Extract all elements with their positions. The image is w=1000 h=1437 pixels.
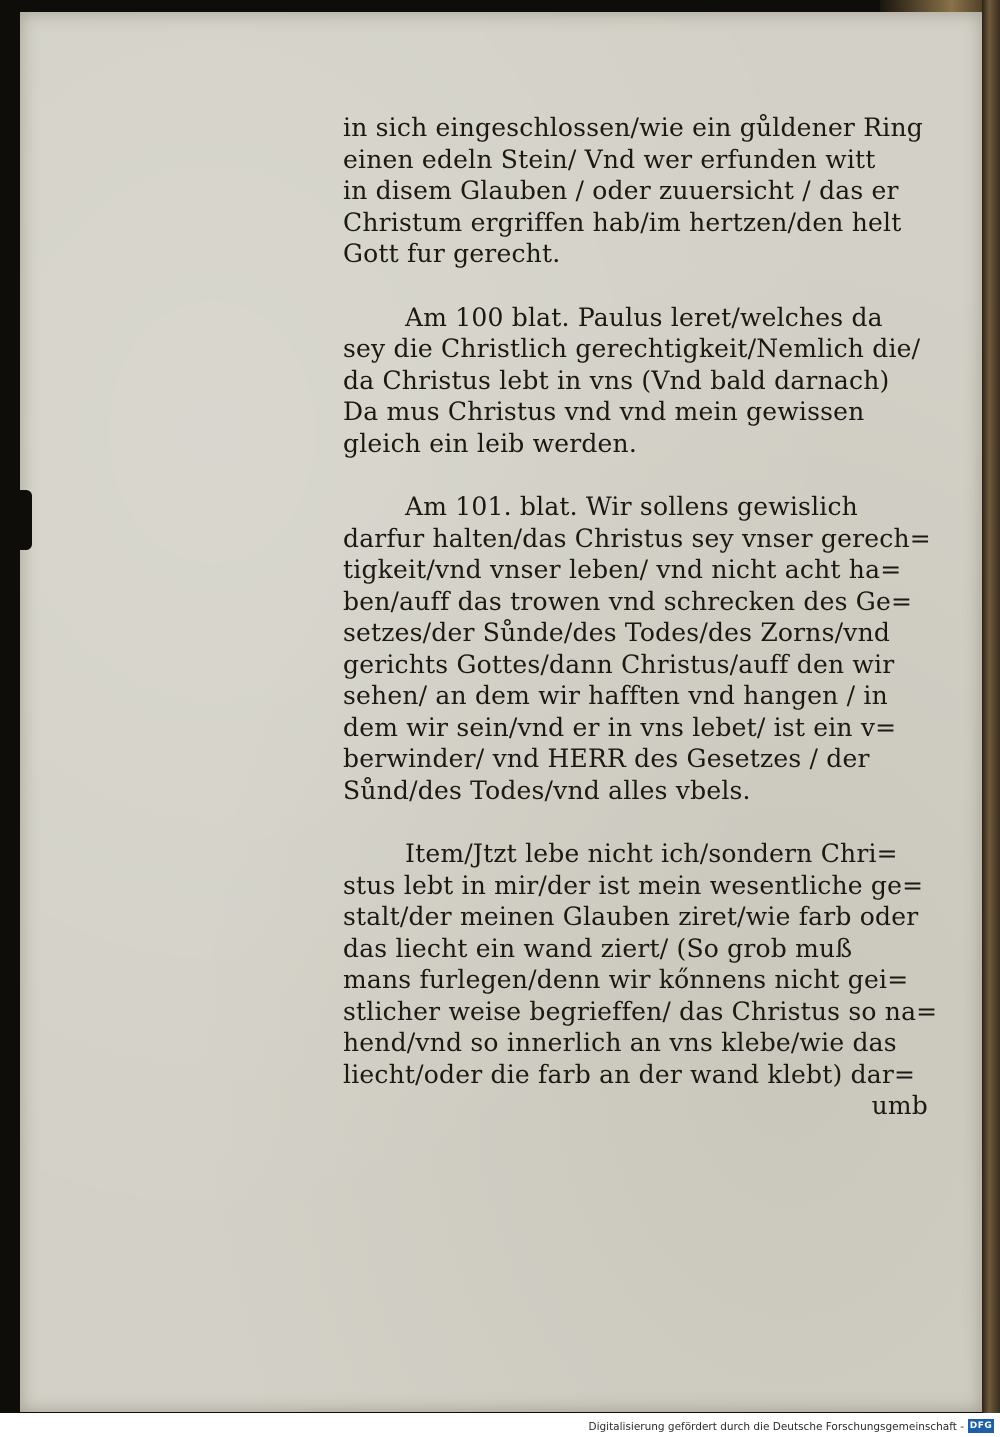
text-line: sey die Christlich gerechtigkeit/Nemlich die/	[343, 334, 921, 363]
text-line: ben/auff das trowen vnd schrecken des Ge=	[343, 586, 913, 616]
text-line: darfur halten/das Christus sey vnser gerech=	[343, 523, 931, 553]
text-line: Da mus Christus vnd vnd mein gewissen	[343, 397, 865, 426]
text-line: Am 101. blat. Wir sollens gewislich	[405, 492, 858, 521]
text-line: Gott fur gerecht.	[343, 239, 561, 268]
text-line: berwinder/ vnd HERR des Gesetzes / der	[343, 744, 870, 773]
text-line: gerichts Gottes/dann Christus/auff den wir	[343, 649, 895, 679]
dfg-logo: DFG	[969, 1421, 993, 1431]
paragraph-1	[343, 112, 928, 270]
text-line: sehen/ an dem wir hafften vnd hangen / in	[343, 681, 888, 710]
footer-bar	[0, 1413, 1000, 1437]
text-line: Sůnd/des Todes/vnd alles vbels.	[343, 775, 751, 805]
book-edge-right	[982, 0, 1000, 1437]
text-line: stlicher weise begrieffen/ das Christus so na=	[343, 996, 938, 1026]
text-line: mans furlegen/denn wir kőnnens nicht gei=	[343, 965, 909, 994]
text-line: setzes/der Sůnde/des Todes/des Zorns/vnd	[343, 618, 891, 647]
paragraph-3	[343, 491, 931, 806]
page-damage	[20, 490, 32, 550]
text-line: gleich ein leib werden.	[343, 428, 638, 458]
text-line: Item/Jtzt lebe nicht ich/sondern Chri=	[405, 839, 898, 868]
page-text	[343, 112, 938, 1122]
text-line: stus lebt in mir/der ist mein wesentliche ge=	[343, 870, 924, 900]
text-line: liecht/oder die farb an der wand klebt) dar=	[343, 1059, 916, 1089]
catchword: umb	[871, 1091, 928, 1120]
text-line: Christum ergriffen hab/im hertzen/den helt	[343, 207, 902, 237]
text-line: stalt/der meinen Glauben ziret/wie farb oder	[343, 902, 919, 931]
text-line: das liecht ein wand ziert/ (So grob muß	[343, 933, 853, 963]
text-line: einen edeln Stein/ Vnd wer erfunden witt	[343, 144, 876, 174]
text-line: Am 100 blat. Paulus leret/welches da	[405, 302, 883, 332]
text-line: dem wir sein/vnd er in vns lebet/ ist ein v=	[343, 712, 897, 742]
text-line: in disem Glauben / oder zuuersicht / das er	[343, 176, 899, 205]
paragraph-4	[343, 838, 938, 1090]
paragraph-2	[343, 302, 928, 460]
text-line: hend/vnd so innerlich an vns klebe/wie das	[343, 1028, 897, 1057]
text-line: da Christus lebt in vns (Vnd bald darnach)	[343, 365, 890, 395]
funding-credit: Digitalisierung gefördert durch die Deutsche Forschungsgemeinschaft -	[588, 1421, 964, 1433]
text-line: tigkeit/vnd vnser leben/ vnd nicht acht ha=	[343, 555, 902, 584]
text-line: in sich eingeschlossen/wie ein gůldener Ring	[343, 113, 923, 142]
